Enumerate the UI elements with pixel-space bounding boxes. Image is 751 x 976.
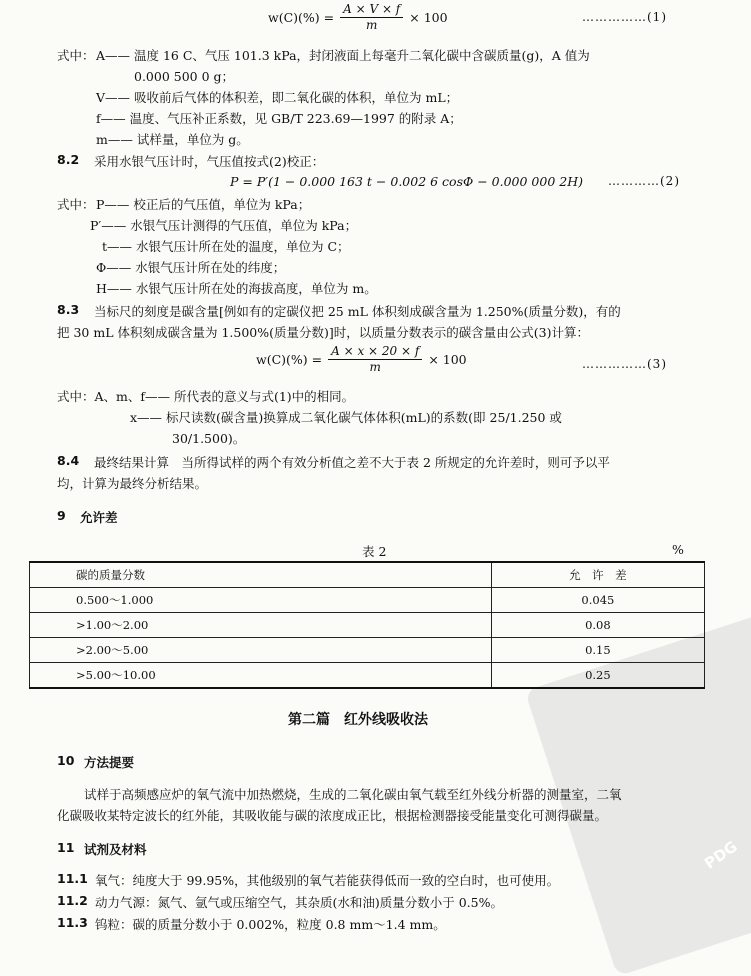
- defs1-intro: 式中：: [57, 48, 95, 63]
- section-8-2-text: 采用水银气压计时，气压值按式(2)校正：: [94, 154, 325, 169]
- cell-range: >2.00～5.00: [30, 638, 492, 663]
- section-11-number: 11: [57, 840, 75, 855]
- cell-range: >1.00～2.00: [30, 613, 492, 638]
- eq1-rhs: × 100: [409, 10, 448, 25]
- section-11-title: 试剂及材料: [84, 842, 147, 857]
- def-P: P—— 校正后的气压值，单位为 kPa；: [96, 197, 311, 212]
- def-t: t—— 水银气压计所在处的温度，单位为 C；: [102, 239, 350, 254]
- section-9-title: 允许差: [80, 510, 118, 525]
- table-2: [29, 561, 705, 689]
- section-10-title: 方法提要: [84, 755, 135, 770]
- eq1-lhs: w(C)(%) =: [268, 10, 335, 25]
- section-10-line1: 试样于高频感应炉的氧气流中加热燃烧，生成的二氧化碳由氧气载至红外线分析器的测量室，二氧: [84, 787, 622, 802]
- cell-range: >5.00～10.00: [30, 663, 492, 689]
- eq1-numerator: A × V × f: [340, 2, 403, 18]
- section-8-4-line2: 均，计算为最终分析结果。: [57, 476, 208, 491]
- section-10-number: 10: [57, 753, 75, 768]
- part-2-title: 第二篇 红外线吸收法: [288, 712, 428, 728]
- equation-1: [268, 2, 448, 33]
- section-8-4-number: 8.4: [57, 453, 80, 468]
- cell-range: 0.500～1.000: [30, 588, 492, 613]
- table-header-row: [30, 562, 705, 588]
- def-A: A—— 温度 16 C、气压 101.3 kPa，封闭液面上每毫升二氧化碳中含碳质量(g)，A 值为: [96, 48, 590, 63]
- cell-tolerance: 0.25: [491, 663, 704, 689]
- def-phi: Φ—— 水银气压计所在处的纬度；: [96, 260, 286, 275]
- section-8-3-line1: 当标尺的刻度是碳含量[例如有的定碳仪把 25 mL 体积刻成碳含量为 1.250%(质量分数)，有的: [94, 304, 621, 319]
- section-8-3-number: 8.3: [57, 302, 80, 317]
- table-row: [30, 663, 705, 689]
- section-10-line2: 化碳吸收某特定波长的红外能，其吸收能与碳的浓度成正比，根据检测器接受能量变化可测得碳量。: [57, 808, 608, 823]
- eq1-label: ……………(1): [582, 10, 667, 24]
- eq2-label: …………(2): [608, 174, 680, 188]
- section-8-2-number: 8.2: [57, 152, 80, 167]
- table-row: [30, 638, 705, 663]
- section-11-1-text: 氧气：纯度大于 99.95%，其他级别的氧气若能获得低而一致的空白时，也可使用。: [95, 873, 560, 888]
- def-m: m—— 试样量，单位为 g。: [96, 132, 249, 147]
- eq1-denominator: m: [365, 18, 378, 32]
- eq3-denominator: m: [369, 360, 381, 374]
- header-tolerance: 允 许 差: [491, 562, 704, 588]
- section-11-3-number: 11.3: [57, 915, 88, 930]
- header-carbon-fraction: 碳的质量分数: [30, 562, 492, 588]
- equation-3: [256, 344, 467, 375]
- def-A-cont: 0.000 500 0 g；: [134, 69, 235, 84]
- section-11-3-text: 钨粒：碳的质量分数小于 0.002%，粒度 0.8 mm～1.4 mm。: [95, 917, 446, 932]
- def-P-prime: P′—— 水银气压计测得的气压值，单位为 kPa；: [90, 218, 358, 233]
- cell-tolerance: 0.045: [491, 588, 704, 613]
- defs3-line1: 式中：A、m、f—— 所代表的意义与式(1)中的相同。: [57, 389, 355, 404]
- defs3-line3: 30/1.500)。: [172, 431, 246, 446]
- eq3-lhs: w(C)(%) =: [256, 352, 323, 367]
- cell-tolerance: 0.08: [491, 613, 704, 638]
- section-11-2-text: 动力气源：氮气、氩气或压缩空气，其杂质(水和油)质量分数小于 0.5%。: [95, 895, 503, 910]
- eq3-fraction: [328, 344, 422, 375]
- def-V: V—— 吸收前后气体的体积差，即二氧化碳的体积，单位为 mL；: [96, 90, 459, 105]
- watermark-text: PDG: [701, 837, 741, 873]
- eq3-rhs: × 100: [428, 352, 467, 367]
- eq3-numerator: A × x × 20 × f: [328, 344, 422, 360]
- table-row: [30, 613, 705, 638]
- table-2-caption: 表 2: [362, 544, 387, 559]
- section-11-1-number: 11.1: [57, 871, 88, 886]
- defs2-intro: 式中：: [57, 197, 95, 212]
- eq3-label: ……………(3): [582, 357, 667, 371]
- defs3-line2: x—— 标尺读数(碳含量)换算成二氧化碳气体体积(mL)的系数(即 25/1.250 或: [130, 410, 562, 425]
- eq1-fraction: [340, 2, 403, 33]
- cell-tolerance: 0.15: [491, 638, 704, 663]
- def-H: H—— 水银气压计所在处的海拔高度，单位为 m。: [96, 281, 377, 296]
- table-2-unit: %: [672, 542, 684, 557]
- def-f: f—— 温度、气压补正系数，见 GB/T 223.69—1997 的附录 A；: [96, 111, 462, 126]
- section-8-3-line2: 把 30 mL 体积刻成碳含量为 1.500%(质量分数)]时，以质量分数表示的碳含量由公式(3)计算：: [57, 325, 589, 340]
- section-11-2-number: 11.2: [57, 893, 88, 908]
- table-row: [30, 588, 705, 613]
- section-8-4-line1: 最终结果计算 当所得试样的两个有效分析值之差不大于表 2 所规定的允许差时，则可予以平: [94, 455, 610, 470]
- equation-2: P = P′(1 − 0.000 163 t − 0.002 6 cosΦ − 0.000 000 2H): [230, 174, 583, 189]
- section-9-number: 9: [57, 508, 66, 523]
